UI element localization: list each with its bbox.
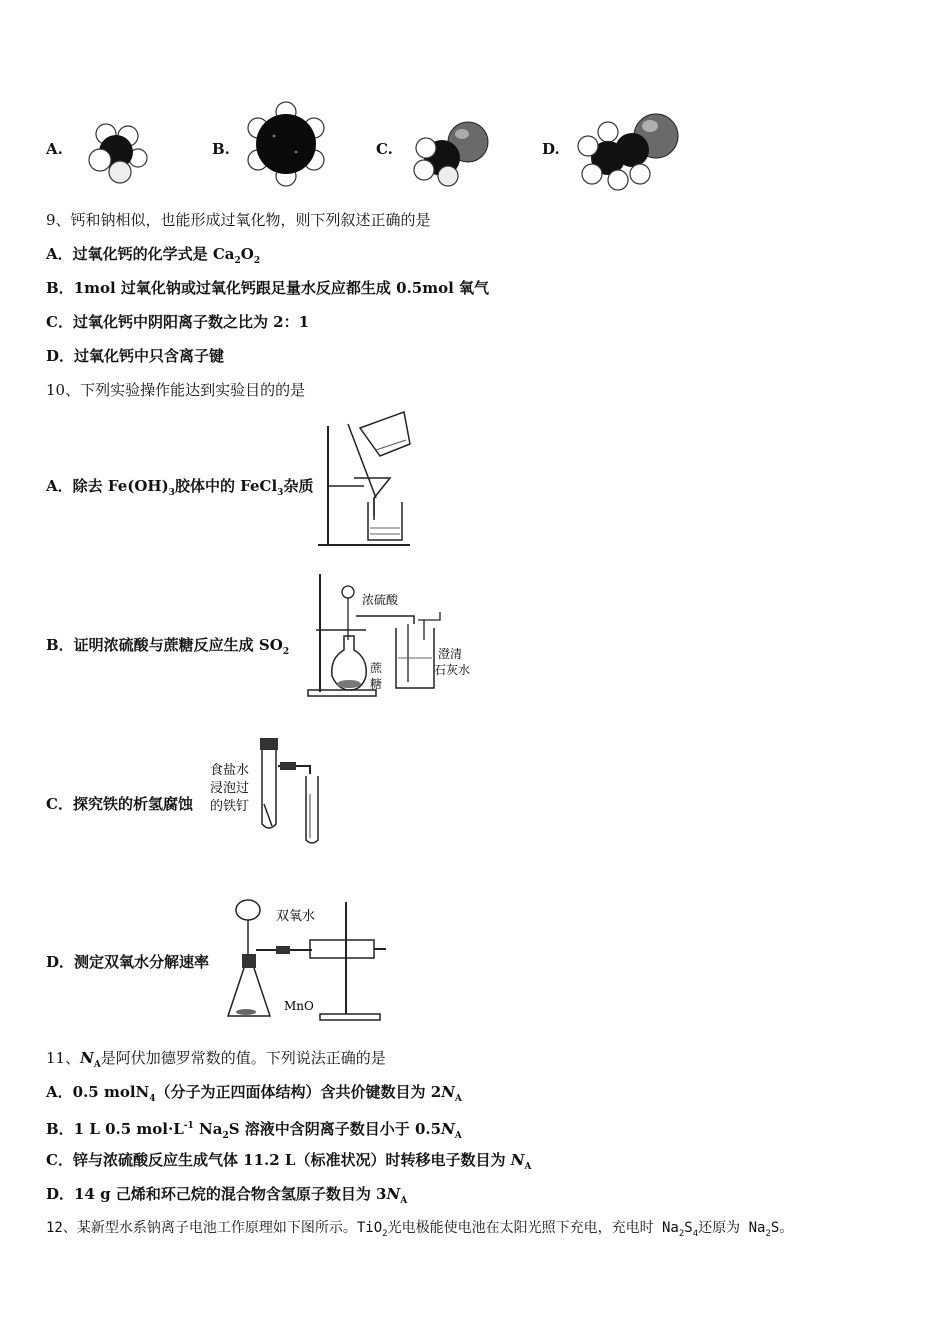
question-9-stem: 9、钙和钠相似，也能形成过氧化物，则下列叙述正确的是 <box>46 211 431 229</box>
question-10-option-d: D．测定双氧水分解速率 <box>46 953 210 971</box>
option-d-label: D. <box>542 140 560 158</box>
question-9-option-d: D．过氧化钙中只含离子键 <box>46 347 225 365</box>
question-10-stem: 10、下列实验操作能达到实验目的的是 <box>46 381 306 399</box>
sugar-acid-apparatus-diagram <box>304 570 480 700</box>
label-concentrated-acid: 浓硫酸 <box>362 593 399 607</box>
question-11-stem: 11、$N_A$是阿伏加德罗常数的值。下列说法正确的是 <box>46 1049 386 1070</box>
question-11-option-d: D．14 g 己烯和环己烷的混合物含氢原子数目为 $3N_A$ <box>46 1185 408 1206</box>
option-b-label: B. <box>212 140 230 158</box>
label-salt-water: 食盐水 <box>210 763 250 778</box>
question-11-option-b: B．1 L 0.5 $mol\cdot L^{-1}$ $Na_2S$ 溶液中含阴离子数目小于 $0.5N_A$ <box>46 1120 462 1141</box>
filtration-apparatus-diagram <box>318 408 418 550</box>
label-sugar-1: 蔗 <box>370 661 383 675</box>
option-c-label: C. <box>376 140 393 158</box>
question-11-option-a: A．0.5 molN$_4$（分子为正四面体结构）含共价键数目为 $2N_A$ <box>46 1083 462 1104</box>
molecule-model-c <box>408 118 494 188</box>
label-mno2: MnO <box>284 999 314 1013</box>
molecule-model-b <box>244 100 328 188</box>
question-10-option-a: A．除去 $Fe(OH)_3$胶体中的 FeCl$_3$杂质 <box>46 477 314 498</box>
question-11-option-c: C．锌与浓硫酸反应生成气体 11.2 L（标准状况）时转移电子数目为 $N_A$ <box>46 1151 532 1172</box>
label-hydrogen-peroxide: 双氧水 <box>276 909 316 924</box>
question-12-stem: 12、某新型水系钠离子电池工作原理如下图所示。TiO$_2$光电极能使电池在太阳光照下充电，充电时 $Na_2S_4$还原为 $Na_2S$。 <box>46 1220 794 1239</box>
label-limewater-2: 石灰水 <box>434 663 471 677</box>
molecule-model-a <box>84 122 150 184</box>
iron-corrosion-apparatus-diagram <box>206 734 326 848</box>
molecule-model-d <box>574 110 682 192</box>
question-10-option-c: C．探究铁的析氢腐蚀 <box>46 795 193 813</box>
label-sugar-2: 糖 <box>370 677 383 691</box>
question-9-option-b: B．1mol 过氧化钠或过氧化钙跟足量水反应都生成 0.5mol 氧气 <box>46 279 490 297</box>
label-soaked: 浸泡过 <box>210 781 250 796</box>
peroxide-rate-apparatus-diagram <box>224 892 388 1024</box>
question-9-option-c: C．过氧化钙中阴阳离子数之比为 2：1 <box>46 313 310 331</box>
label-limewater-1: 澄清 <box>438 647 463 661</box>
option-a-label: A. <box>46 140 63 158</box>
label-iron-nail: 的铁钉 <box>210 799 250 814</box>
question-10-option-b: B．证明浓硫酸与蔗糖反应生成 $SO_2$ <box>46 636 290 657</box>
question-9-option-a: A．过氧化钙的化学式是 $Ca_2O_2$ <box>46 245 261 266</box>
